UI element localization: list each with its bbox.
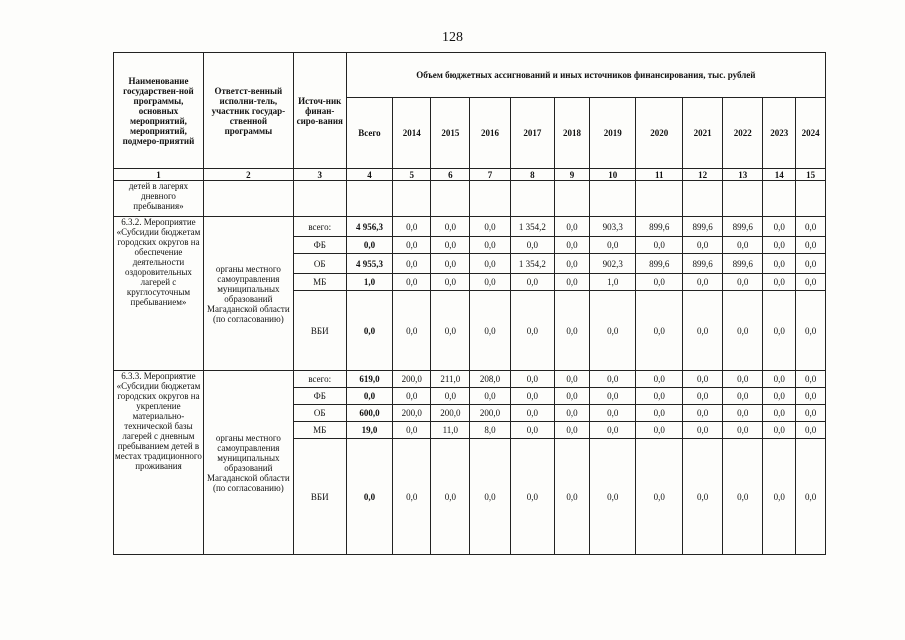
year-value: 200,0 [431, 405, 470, 422]
year-value: 0,0 [683, 422, 723, 439]
year-value: 0,0 [763, 439, 796, 555]
continuation-row [114, 181, 826, 217]
header-year: 2017 [510, 98, 554, 169]
year-value: 0,0 [431, 439, 470, 555]
header-year: 2023 [763, 98, 796, 169]
header-year: 2021 [683, 98, 723, 169]
year-value: 200,0 [470, 405, 510, 422]
column-number: 8 [510, 169, 554, 181]
header-year: 2024 [796, 98, 826, 169]
year-value: 0,0 [683, 439, 723, 555]
year-value: 0,0 [723, 237, 763, 254]
continuation-text: детей в лагерях дневного пребывания» [114, 181, 204, 217]
year-value: 0,0 [636, 405, 683, 422]
measure-name: 6.3.3. Мероприятие «Субсидии бюджетам городских округов на укрепление материально-технической базы лагерей с дневным пребыванием детей в местах традиционного проживания [114, 371, 204, 555]
year-value: 200,0 [393, 371, 431, 388]
year-value: 0,0 [510, 291, 554, 371]
year-value: 1,0 [589, 274, 636, 291]
year-value: 211,0 [431, 371, 470, 388]
year-value: 0,0 [589, 388, 636, 405]
year-value: 0,0 [683, 291, 723, 371]
year-value: 0,0 [555, 388, 590, 405]
header-volume: Объем бюджетных ассигнований и иных источников финансирования, тыс. рублей [346, 53, 825, 98]
year-value: 200,0 [393, 405, 431, 422]
year-value: 0,0 [510, 388, 554, 405]
year-value: 0,0 [636, 237, 683, 254]
column-number: 13 [723, 169, 763, 181]
year-value: 0,0 [555, 422, 590, 439]
measure-executor: органы местного самоуправления муниципальных образований Магаданской области (по согласованию) [203, 371, 293, 555]
year-value: 0,0 [555, 237, 590, 254]
year-value: 0,0 [683, 237, 723, 254]
year-value: 0,0 [393, 217, 431, 237]
header-row [114, 53, 826, 98]
funding-source: ФБ [293, 388, 346, 405]
total-value: 0,0 [346, 291, 393, 371]
year-value: 903,3 [589, 217, 636, 237]
total-value: 1,0 [346, 274, 393, 291]
year-value: 0,0 [431, 254, 470, 274]
header-executor: Ответст-венный исполни-тель, участник государ-ственной программы [203, 53, 293, 169]
header-year: 2018 [555, 98, 590, 169]
total-value: 4 955,3 [346, 254, 393, 274]
column-number: 15 [796, 169, 826, 181]
year-value: 208,0 [470, 371, 510, 388]
funding-source: ОБ [293, 254, 346, 274]
year-value: 0,0 [393, 388, 431, 405]
year-value: 0,0 [431, 274, 470, 291]
year-value: 0,0 [431, 388, 470, 405]
year-value: 0,0 [796, 371, 826, 388]
year-value: 0,0 [470, 217, 510, 237]
year-value: 0,0 [555, 371, 590, 388]
year-value: 0,0 [470, 388, 510, 405]
year-value: 0,0 [393, 254, 431, 274]
year-value: 0,0 [763, 405, 796, 422]
header-total: Всего [346, 98, 393, 169]
year-value: 0,0 [763, 291, 796, 371]
year-value: 0,0 [393, 274, 431, 291]
year-value: 0,0 [393, 237, 431, 254]
year-value: 0,0 [589, 371, 636, 388]
year-value: 0,0 [555, 254, 590, 274]
column-number: 9 [555, 169, 590, 181]
funding-source: ОБ [293, 405, 346, 422]
budget-table [113, 52, 826, 555]
column-number: 6 [431, 169, 470, 181]
year-value: 0,0 [589, 422, 636, 439]
column-number: 10 [589, 169, 636, 181]
year-value: 1 354,2 [510, 254, 554, 274]
year-value: 0,0 [796, 237, 826, 254]
funding-source: ФБ [293, 237, 346, 254]
header-year: 2020 [636, 98, 683, 169]
year-value: 11,0 [431, 422, 470, 439]
year-value: 0,0 [763, 422, 796, 439]
year-value: 0,0 [431, 217, 470, 237]
year-value: 0,0 [723, 388, 763, 405]
year-value: 0,0 [763, 371, 796, 388]
year-value: 0,0 [555, 274, 590, 291]
year-value: 0,0 [470, 274, 510, 291]
header-year: 2016 [470, 98, 510, 169]
year-value: 0,0 [393, 439, 431, 555]
year-value: 0,0 [510, 274, 554, 291]
year-value: 0,0 [636, 388, 683, 405]
year-value: 0,0 [470, 254, 510, 274]
total-value: 0,0 [346, 439, 393, 555]
column-number: 5 [393, 169, 431, 181]
year-value: 0,0 [589, 439, 636, 555]
measure-name: 6.3.2. Мероприятие «Субсидии бюджетам городских округов на обеспечение деятельности оздоровительных лагерей с круглосуточным пребыванием» [114, 217, 204, 371]
table-row [114, 217, 826, 237]
year-value: 0,0 [796, 254, 826, 274]
header-name: Наименование государствен-ной программы, основных мероприятий, мероприятий, подмеро-приятий [114, 53, 204, 169]
year-value: 0,0 [636, 371, 683, 388]
year-value: 0,0 [796, 291, 826, 371]
year-value: 0,0 [510, 405, 554, 422]
year-value: 0,0 [393, 291, 431, 371]
year-value: 0,0 [796, 422, 826, 439]
year-value: 0,0 [589, 405, 636, 422]
year-value: 1 354,2 [510, 217, 554, 237]
funding-source: ВБИ [293, 439, 346, 555]
year-value: 899,6 [636, 254, 683, 274]
year-value: 0,0 [636, 422, 683, 439]
header-year: 2019 [589, 98, 636, 169]
year-value: 0,0 [589, 291, 636, 371]
year-value: 0,0 [723, 274, 763, 291]
year-value: 0,0 [796, 274, 826, 291]
funding-source: МБ [293, 422, 346, 439]
year-value: 0,0 [393, 422, 431, 439]
header-year: 2015 [431, 98, 470, 169]
funding-source: всего: [293, 217, 346, 237]
year-value: 0,0 [555, 405, 590, 422]
year-value: 0,0 [763, 254, 796, 274]
page-number: 128 [442, 30, 463, 45]
column-number: 12 [683, 169, 723, 181]
header-source: Источ-ник финан-сиро-вания [293, 53, 346, 169]
total-value: 0,0 [346, 388, 393, 405]
year-value: 0,0 [683, 371, 723, 388]
header-year: 2014 [393, 98, 431, 169]
table-row [114, 371, 826, 388]
column-number: 14 [763, 169, 796, 181]
year-value: 899,6 [683, 217, 723, 237]
year-value: 0,0 [763, 237, 796, 254]
header-year: 2022 [723, 98, 763, 169]
total-value: 19,0 [346, 422, 393, 439]
year-value: 8,0 [470, 422, 510, 439]
year-value: 0,0 [723, 291, 763, 371]
column-number-row [114, 169, 826, 181]
year-value: 0,0 [723, 422, 763, 439]
total-value: 0,0 [346, 237, 393, 254]
year-value: 899,6 [683, 254, 723, 274]
year-value: 0,0 [431, 237, 470, 254]
year-value: 0,0 [796, 388, 826, 405]
year-value: 902,3 [589, 254, 636, 274]
total-value: 619,0 [346, 371, 393, 388]
column-number: 7 [470, 169, 510, 181]
year-value: 0,0 [470, 237, 510, 254]
column-number: 2 [203, 169, 293, 181]
column-number: 1 [114, 169, 204, 181]
year-value: 0,0 [636, 291, 683, 371]
year-value: 0,0 [796, 217, 826, 237]
year-value: 0,0 [683, 274, 723, 291]
column-number: 11 [636, 169, 683, 181]
year-value: 0,0 [555, 217, 590, 237]
year-value: 0,0 [636, 439, 683, 555]
year-value: 0,0 [723, 405, 763, 422]
funding-source: ВБИ [293, 291, 346, 371]
year-value: 0,0 [470, 439, 510, 555]
year-value: 899,6 [636, 217, 683, 237]
year-value: 0,0 [510, 439, 554, 555]
year-value: 0,0 [636, 274, 683, 291]
column-number: 4 [346, 169, 393, 181]
measure-executor: органы местного самоуправления муниципальных образований Магаданской области (по согласованию) [203, 217, 293, 371]
year-value: 0,0 [763, 274, 796, 291]
year-value: 0,0 [683, 405, 723, 422]
total-value: 600,0 [346, 405, 393, 422]
year-value: 0,0 [723, 439, 763, 555]
funding-source: всего: [293, 371, 346, 388]
year-value: 0,0 [510, 422, 554, 439]
year-value: 0,0 [555, 291, 590, 371]
year-value: 0,0 [723, 371, 763, 388]
year-value: 0,0 [796, 405, 826, 422]
year-value: 0,0 [763, 217, 796, 237]
year-value: 0,0 [796, 439, 826, 555]
year-value: 0,0 [763, 388, 796, 405]
year-value: 0,0 [510, 371, 554, 388]
year-value: 0,0 [683, 388, 723, 405]
year-value: 0,0 [431, 291, 470, 371]
column-number: 3 [293, 169, 346, 181]
year-value: 0,0 [589, 237, 636, 254]
year-value: 0,0 [555, 439, 590, 555]
total-value: 4 956,3 [346, 217, 393, 237]
funding-source: МБ [293, 274, 346, 291]
year-value: 899,6 [723, 254, 763, 274]
year-value: 899,6 [723, 217, 763, 237]
year-value: 0,0 [510, 237, 554, 254]
year-value: 0,0 [470, 291, 510, 371]
